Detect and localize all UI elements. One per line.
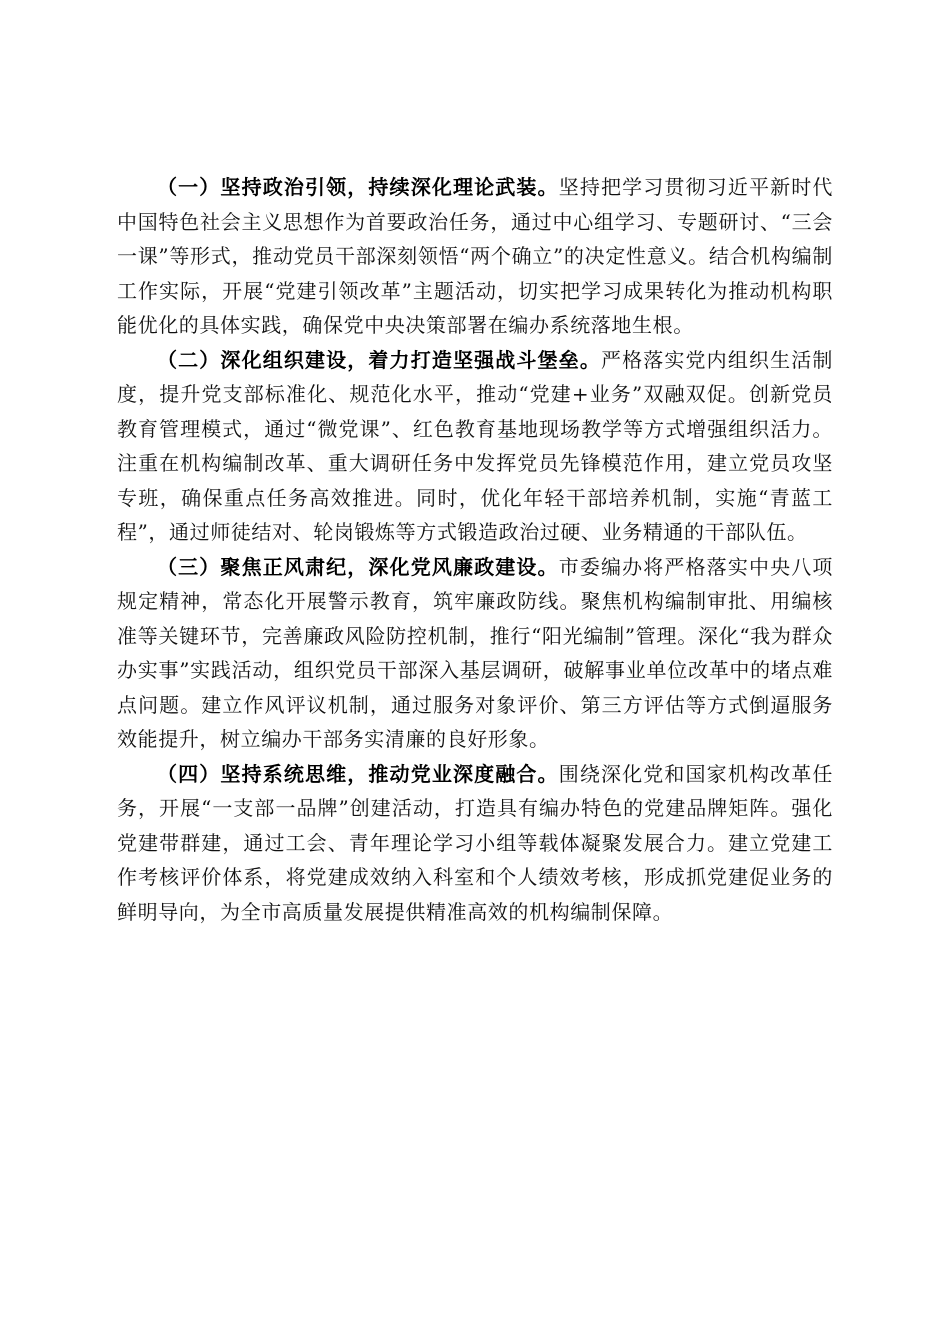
paragraph-organization-building — [117, 343, 833, 550]
paragraph-heading: （二）深化组织建设，着力打造坚强战斗堡垒。 — [157, 347, 601, 372]
paragraph-integrity-building — [117, 550, 833, 757]
paragraph-text: 市委编办将严格落实中央八项规定精神，常态化开展警示教育，筑牢廉政防线。聚焦机构编制审批、用编核准等关键环节，完善廉政风险防控机制，推行“阳光编制”管理。深化“我为群众办实事”实践活动，组织党员干部深入基层调研，破解事业单位改革中的堵点难点问题。建立作风评议机制，通过服务对象评价、第三方评估等方式倒逼服务效能提升，树立编办干部务实清廉的良好形象。 — [117, 554, 833, 751]
paragraph-systems-thinking — [117, 757, 833, 930]
paragraph-heading: （三）聚焦正风肃纪，深化党风廉政建设。 — [157, 554, 559, 579]
paragraph-text: 围绕深化党和国家机构改革任务，开展“一支部一品牌”创建活动，打造具有编办特色的党建品牌矩阵。强化党建带群建，通过工会、青年理论学习小组等载体凝聚发展合力。建立党建工作考核评价体系，将党建成效纳入科室和个人绩效考核，形成抓党建促业务的鲜明导向，为全市高质量发展提供精准高效的机构编制保障。 — [117, 761, 833, 924]
paragraph-text: 坚持把学习贯彻习近平新时代中国特色社会主义思想作为首要政治任务，通过中心组学习、专题研讨、“三会一课”等形式，推动党员干部深刻领悟“两个确立”的决定性意义。结合机构编制工作实际，开展“党建引领改革”主题活动，切实把学习成果转化为推动机构职能优化的具体实践，确保党中央决策部署在编办系统落地生根。 — [117, 175, 833, 337]
paragraph-heading: （一）坚持政治引领，持续深化理论武装。 — [157, 175, 559, 199]
paragraph-political-leadership — [117, 170, 833, 343]
paragraph-heading: （四）坚持系统思维，推动党业深度融合。 — [157, 761, 559, 786]
paragraph-text: 严格落实党内组织生活制度，提升党支部标准化、规范化水平，推动“党建+业务”双融双促。创新党员教育管理模式，通过“微党课”、红色教育基地现场教学等方式增强组织活力。注重在机构编制改革、重大调研任务中发挥党员先锋模范作用，建立党员攻坚专班，确保重点任务高效推进。同时，优化年轻干部培养机制，实施“青蓝工程”，通过师徒结对、轮岗锻炼等方式锻造政治过硬、业务精通的干部队伍。 — [117, 347, 833, 544]
document-body — [117, 170, 833, 929]
